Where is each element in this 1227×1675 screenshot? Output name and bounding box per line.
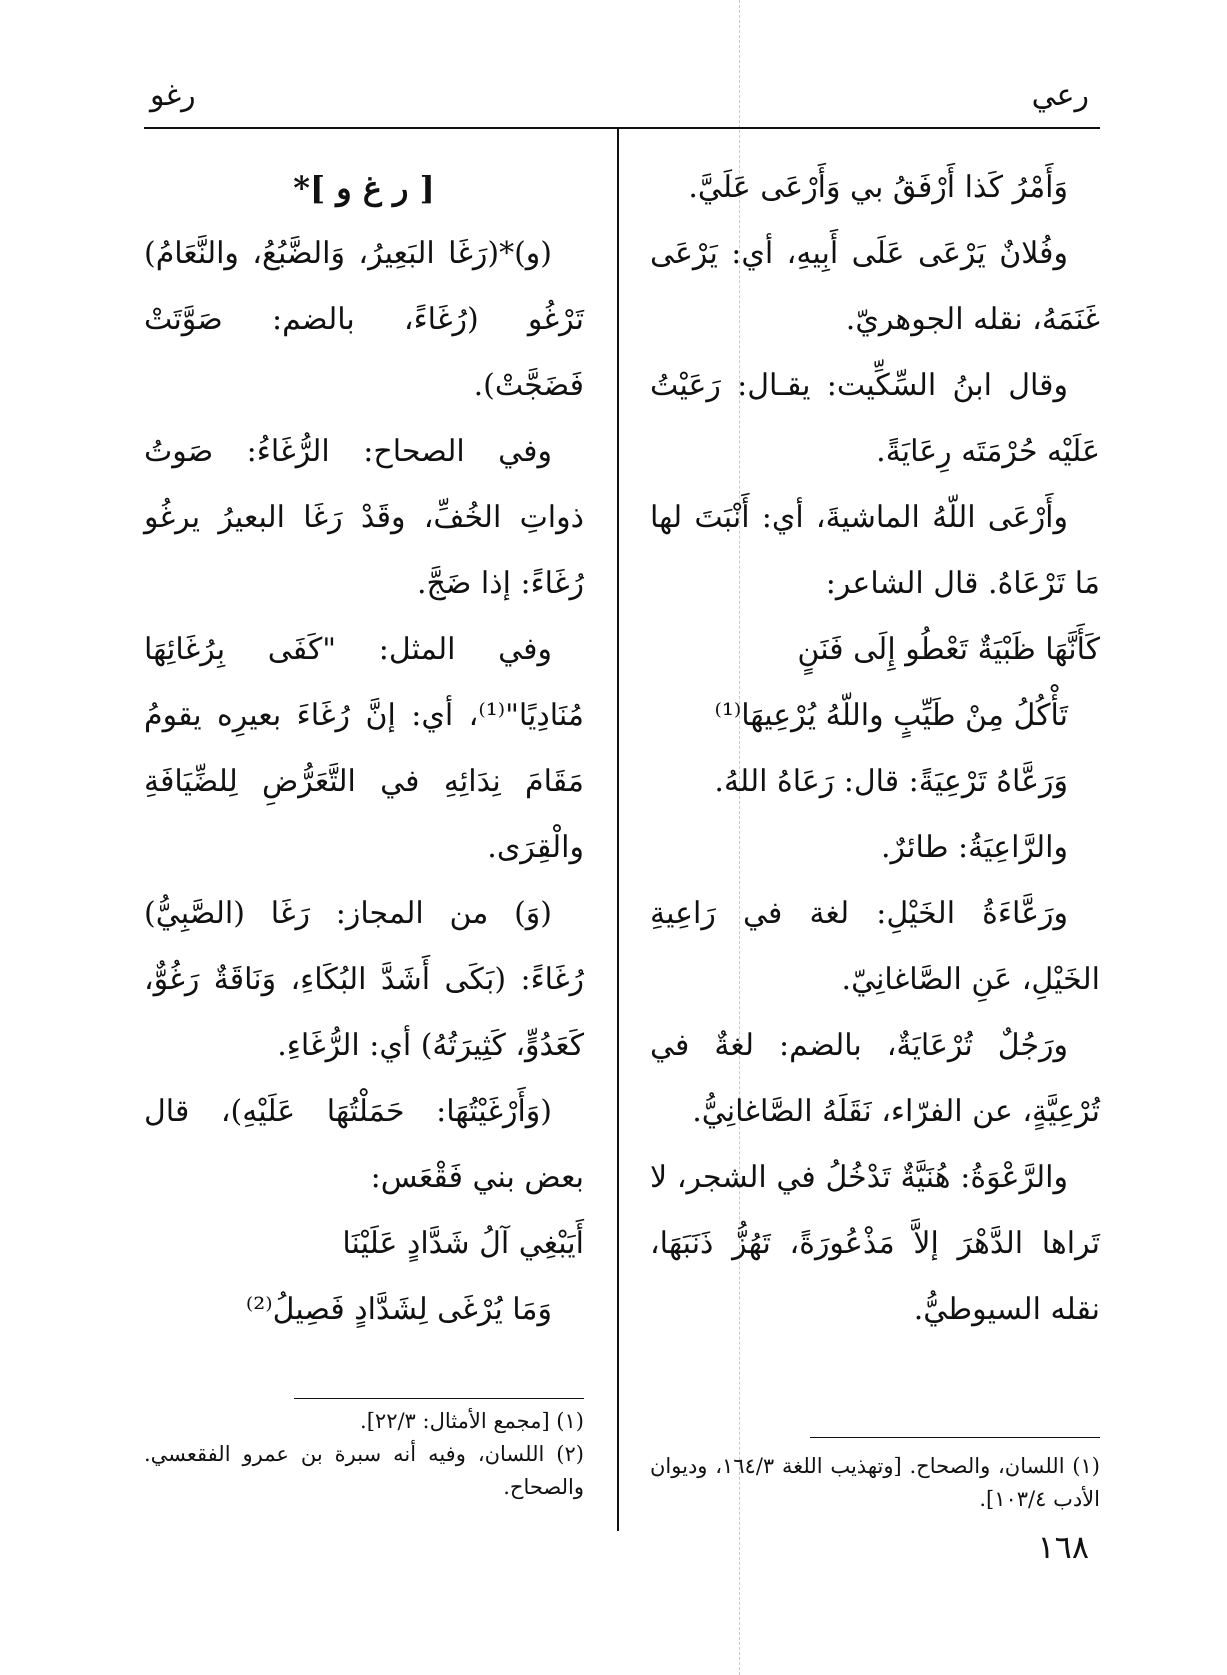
left-paragraph: (و)*(رَغَا البَعِيرُ، وَالضَّبُعُ، والنَّعَامُ) تَرْغُو (رُغَاءً، بالضم: صَوَّتَتْ فَضَجَّتْ). <box>144 236 584 403</box>
right-paragraph: ورَعَّاءَةُ الخَيْلِ: لغة في رَاعِيةِ الخَيْلِ، عَنِ الصَّاغانِيّ. <box>650 896 1100 997</box>
right-column <box>650 155 1100 1343</box>
left-paragraph: (وَ) من المجاز: رَغَا (الصَّبِيُّ) رُغَاءً: (بَكَى أَشَدَّ البُكَاءِ، وَنَاقَةٌ رَغُوٌّ، كَعَدُوٍّ، كَثِيرَتُهُ) أي: الرُّغَاءِ. <box>144 896 584 1063</box>
verse-line: كَأَنَّهَا ظَبْيَةٌ تَعْطُو إِلَى فَنَنٍ <box>797 632 1100 667</box>
footnotes-left <box>144 1405 584 1504</box>
column-divider <box>617 129 619 1531</box>
header-rule <box>144 127 1100 129</box>
header-left-word: رغو <box>150 78 196 113</box>
footnote-rule-right <box>810 1437 1100 1438</box>
verse-line: وَمَا يُرْغَى لِشَدَّادٍ فَصِيلُ⁽²⁾ <box>245 1292 552 1327</box>
right-paragraph: وفُلانٌ يَرْعَى عَلَى أَبِيهِ، أي: يَرْعَى غَنَمَهُ، نقله الجوهريّ. <box>650 236 1100 337</box>
left-column <box>144 155 584 1343</box>
root-title: [ ر غ و ]* <box>293 169 435 207</box>
right-paragraph: وَرَعَّاهُ تَرْعِيَةً: قال: رَعَاهُ اللهُ. <box>714 764 1068 799</box>
page-number: ١٦٨ <box>1037 1528 1089 1566</box>
footnote: (٢) اللسان، وفيه أنه سبرة بن عمرو الفقعسي. والصحاح. <box>144 1442 584 1499</box>
left-paragraph: وفي الصحاح: الرُّغَاءُ: صَوتُ ذواتِ الخُفِّ، وقَدْ رَغَا البعيرُ يرغُو رُغَاءً: إذا ضَجَّ. <box>144 434 584 601</box>
verse-line: أَيَبْغِي آلُ شَدَّادٍ عَلَيْنَا <box>342 1226 584 1261</box>
right-paragraph: والرَّعْوَةُ: هُنَيَّةٌ تَدْخُلُ في الشجر، لا تَراها الدَّهْرَ إلاَّ مَذْعُورَةً، تَهُزُّ ذَنَبَهَا، نقله السيوطيُّ. <box>650 1160 1100 1327</box>
footnote-rule-left <box>294 1398 584 1399</box>
right-paragraph: وأَرْعَى اللّهُ الماشيةَ، أي: أَنْبَتَ لها مَا تَرْعَاهُ. قال الشاعر: <box>650 500 1100 601</box>
verse-line: تَأْكُلُ مِنْ طَيِّبٍ واللّهُ يُرْعِيهَا⁽¹⁾ <box>714 698 1068 733</box>
left-paragraph: وفي المثل: "كَفَى بِرُغَائِهَا مُنَادِيًا"⁽¹⁾، أي: إنَّ رُغَاءَ بعيرِه يقومُ مَقَامَ نِدَائِهِ في التَّعَرُّضِ لِلضِّيَافَةِ والْقِرَى. <box>144 632 584 865</box>
footnotes-right <box>650 1450 1100 1516</box>
header-right-word: رعي <box>1031 78 1089 113</box>
footnote: (١) اللسان، والصحاح. [وتهذيب اللغة ١٦٤/٣، وديوان الأدب ١٠٣/٤]. <box>650 1454 1100 1511</box>
footnote: (١) [مجمع الأمثال: ٢٢/٣]. <box>360 1409 584 1433</box>
right-paragraph: وقال ابنُ السِّكِّيت: يقـال: رَعَيْتُ عَلَيْه حُرْمَتَه رِعَايَةً. <box>650 368 1100 469</box>
right-paragraph: ورَجُلٌ تُرْعَايَةٌ، بالضم: لغةٌ في تُرْعِيَّةٍ، عن الفرّاء، نَقَلَهُ الصَّاغانِيُّ. <box>650 1028 1100 1129</box>
right-paragraph: وَأَمْرُ كَذا أَرْفَقُ بي وَأَرْعَى عَلَيَّ. <box>688 170 1068 205</box>
left-paragraph: (وَأَرْغَيْتُهَا: حَمَلْتُهَا عَلَيْهِ)، قال بعض بني فَقْعَس: <box>144 1094 584 1195</box>
right-paragraph: والرَّاعِيَةُ: طائرٌ. <box>881 830 1068 865</box>
